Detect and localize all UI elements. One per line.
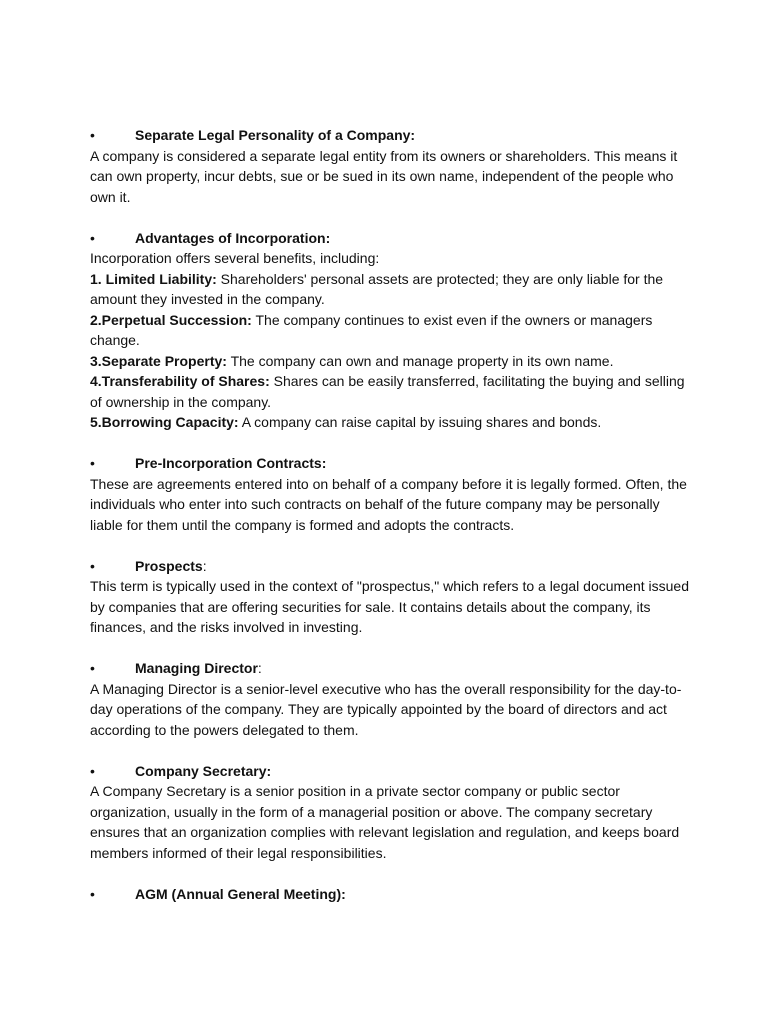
- section-heading: Pre-Incorporation Contracts:: [135, 455, 327, 471]
- list-item-label: 4.Transferability of Shares:: [90, 373, 270, 389]
- list-item-label: 2.Perpetual Succession:: [90, 311, 252, 328]
- bullet-icon: •: [90, 885, 95, 902]
- section-heading: Managing Director: [135, 660, 258, 676]
- bullet-icon: •: [90, 660, 95, 676]
- section-heading-suffix: :: [257, 660, 262, 676]
- list-item-text: Shares can be easily transferred, facilitating the buying and selling of ownership in the company.: [90, 373, 685, 410]
- section-heading: AGM (Annual General Meeting):: [135, 885, 346, 902]
- section-prospects: [90, 556, 690, 638]
- section-heading-row: [90, 228, 690, 249]
- list-item-label: 5.Borrowing Capacity:: [90, 414, 239, 430]
- section-body: A Managing Director is a senior-level executive who has the overall responsibility for the day-to-day operations of the company. They are typically appointed by the board of directors and act according to the powers delegated to them.: [90, 680, 682, 738]
- section-agm: [90, 884, 690, 905]
- section-heading-suffix: :: [202, 557, 207, 574]
- list-item: [90, 371, 690, 412]
- section-pre-incorporation-contracts: [90, 453, 690, 535]
- section-intro: Incorporation offers several benefits, including:: [90, 250, 380, 266]
- list-item: [90, 310, 690, 351]
- section-heading: Advantages of Incorporation:: [135, 229, 331, 246]
- section-advantages-of-incorporation: [90, 228, 690, 433]
- list-item-text: The company can own and manage property in its own name.: [226, 352, 614, 369]
- bullet-icon: •: [90, 127, 95, 143]
- section-heading-row: [90, 556, 690, 577]
- section-heading-row: [90, 761, 690, 782]
- list-item: [90, 412, 690, 433]
- bullet-icon: •: [90, 762, 95, 779]
- section-heading-row: [90, 453, 690, 474]
- bullet-icon: •: [90, 455, 95, 471]
- section-company-secretary: [90, 761, 690, 864]
- list-item-label: 3.Separate Property:: [90, 352, 227, 369]
- list-item: [90, 351, 690, 372]
- list-item: [90, 269, 690, 310]
- section-body: A Company Secretary is a senior position in a private sector company or public sector organization, usually in the form of a managerial position or above. The company secretary ensures that an organization complies with relevant legislation and regulation, and keeps board members informed of their legal responsibilities.: [90, 783, 680, 861]
- section-body: This term is typically used in the context of "prospectus," which refers to a legal document issued by companies that are offering securities for sale. It contains details about the company, its finances, and the risks involved in investing.: [90, 578, 689, 635]
- section-heading-row: [90, 125, 690, 146]
- section-heading-row: [90, 658, 690, 679]
- section-heading: Prospects: [135, 557, 203, 574]
- list-item-text: The company continues to exist even if the owners or managers change.: [90, 311, 653, 348]
- bullet-icon: •: [90, 229, 95, 246]
- list-item-text: A company can raise capital by issuing shares and bonds.: [238, 414, 602, 430]
- list-item-text: Shareholders' personal assets are protected; they are only liable for the amount they invested in the company.: [90, 270, 664, 307]
- bullet-icon: •: [90, 557, 95, 574]
- section-heading-row: [90, 884, 690, 905]
- document-page: [90, 125, 690, 925]
- section-heading: Separate Legal Personality of a Company:: [135, 127, 416, 143]
- list-item-label: 1. Limited Liability:: [90, 270, 217, 287]
- section-heading: Company Secretary:: [135, 762, 272, 779]
- section-body: These are agreements entered into on behalf of a company before it is legally formed. Often, the individuals who enter into such contracts on behalf of the future company may be personally liable for them until the company is formed and adopts the contracts.: [90, 475, 687, 533]
- section-body: A company is considered a separate legal entity from its owners or shareholders. This means it can own property, incur debts, sue or be sued in its own name, independent of the people who own it.: [90, 147, 678, 205]
- section-separate-legal-personality: [90, 125, 690, 207]
- section-managing-director: [90, 658, 690, 740]
